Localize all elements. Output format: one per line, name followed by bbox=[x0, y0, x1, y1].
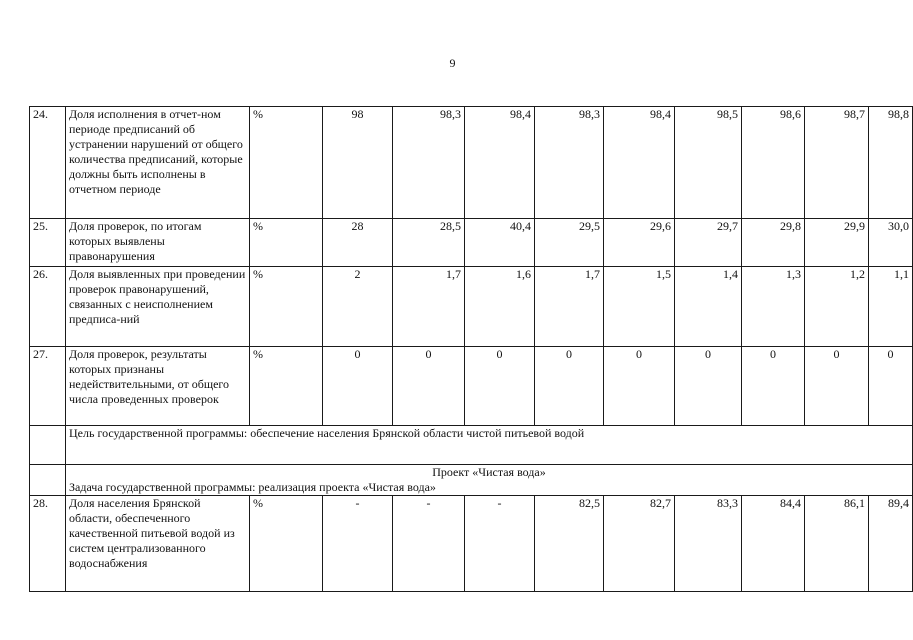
value-cell: 0 bbox=[535, 347, 604, 426]
value-cell: 1,7 bbox=[393, 267, 465, 347]
value-cell: 1,6 bbox=[465, 267, 535, 347]
indicator-name: Доля исполнения в отчет-ном периоде предписаний об устранении нарушений от общего количества предписаний, которые должны быть исполнены в отчетном периоде bbox=[66, 107, 250, 219]
row-number: 26. bbox=[30, 267, 66, 347]
unit-cell: % bbox=[250, 219, 323, 267]
indicator-name: Доля проверок, результаты которых признаны недействительными, от общего числа проведенных проверок bbox=[66, 347, 250, 426]
value-cell: - bbox=[323, 496, 393, 592]
value-cell: 98,7 bbox=[805, 107, 869, 219]
value-cell: 1,2 bbox=[805, 267, 869, 347]
value-cell: 89,4 bbox=[869, 496, 913, 592]
value-cell: 98,3 bbox=[393, 107, 465, 219]
unit-cell: % bbox=[250, 267, 323, 347]
row-number-empty bbox=[30, 465, 66, 496]
value-cell: 82,5 bbox=[535, 496, 604, 592]
indicator-name: Доля выявленных при проведении проверок правонарушений, связанных с неисполнением предписа-ний bbox=[66, 267, 250, 347]
program-goal: Цель государственной программы: обеспечение населения Брянской области чистой питьевой водой bbox=[66, 426, 913, 465]
value-cell: 0 bbox=[604, 347, 675, 426]
page-number: 9 bbox=[449, 56, 456, 70]
table-row bbox=[30, 347, 913, 426]
row-number: 24. bbox=[30, 107, 66, 219]
value-cell: 82,7 bbox=[604, 496, 675, 592]
value-cell: 28 bbox=[323, 219, 393, 267]
value-cell: 98,5 bbox=[675, 107, 742, 219]
table-row bbox=[30, 107, 913, 219]
value-cell: 40,4 bbox=[465, 219, 535, 267]
table-row bbox=[30, 496, 913, 592]
value-cell: 0 bbox=[742, 347, 805, 426]
value-cell: 29,6 bbox=[604, 219, 675, 267]
value-cell: 1,4 bbox=[675, 267, 742, 347]
value-cell: 98,4 bbox=[604, 107, 675, 219]
indicator-name: Доля проверок, по итогам которых выявлены правонарушения bbox=[66, 219, 250, 267]
goal-row bbox=[30, 426, 913, 465]
value-cell: - bbox=[393, 496, 465, 592]
value-cell: 1,5 bbox=[604, 267, 675, 347]
value-cell: 0 bbox=[465, 347, 535, 426]
value-cell: 98 bbox=[323, 107, 393, 219]
value-cell: 1,7 bbox=[535, 267, 604, 347]
unit-cell: % bbox=[250, 347, 323, 426]
value-cell: 29,5 bbox=[535, 219, 604, 267]
value-cell: 98,8 bbox=[869, 107, 913, 219]
indicator-name: Доля населения Брянской области, обеспеченного качественной питьевой водой из систем централизованного водоснабжения bbox=[66, 496, 250, 592]
table-row bbox=[30, 267, 913, 347]
value-cell: 0 bbox=[805, 347, 869, 426]
table-row bbox=[30, 219, 913, 267]
value-cell: 86,1 bbox=[805, 496, 869, 592]
value-cell: 84,4 bbox=[742, 496, 805, 592]
project-title: Проект «Чистая вода» bbox=[432, 465, 546, 479]
value-cell: - bbox=[465, 496, 535, 592]
value-cell: 98,3 bbox=[535, 107, 604, 219]
indicators-table bbox=[29, 106, 913, 592]
project-cell bbox=[66, 465, 913, 496]
value-cell: 1,3 bbox=[742, 267, 805, 347]
value-cell: 0 bbox=[393, 347, 465, 426]
unit-cell: % bbox=[250, 107, 323, 219]
value-cell: 1,1 bbox=[869, 267, 913, 347]
row-number: 25. bbox=[30, 219, 66, 267]
program-task: Задача государственной программы: реализация проекта «Чистая вода» bbox=[69, 480, 436, 494]
value-cell: 0 bbox=[869, 347, 913, 426]
value-cell: 29,9 bbox=[805, 219, 869, 267]
project-row bbox=[30, 465, 913, 496]
value-cell: 0 bbox=[675, 347, 742, 426]
value-cell: 83,3 bbox=[675, 496, 742, 592]
value-cell: 29,7 bbox=[675, 219, 742, 267]
value-cell: 98,4 bbox=[465, 107, 535, 219]
value-cell: 30,0 bbox=[869, 219, 913, 267]
value-cell: 98,6 bbox=[742, 107, 805, 219]
value-cell: 2 bbox=[323, 267, 393, 347]
value-cell: 0 bbox=[323, 347, 393, 426]
row-number-empty bbox=[30, 426, 66, 465]
value-cell: 28,5 bbox=[393, 219, 465, 267]
unit-cell: % bbox=[250, 496, 323, 592]
value-cell: 29,8 bbox=[742, 219, 805, 267]
row-number: 27. bbox=[30, 347, 66, 426]
row-number: 28. bbox=[30, 496, 66, 592]
